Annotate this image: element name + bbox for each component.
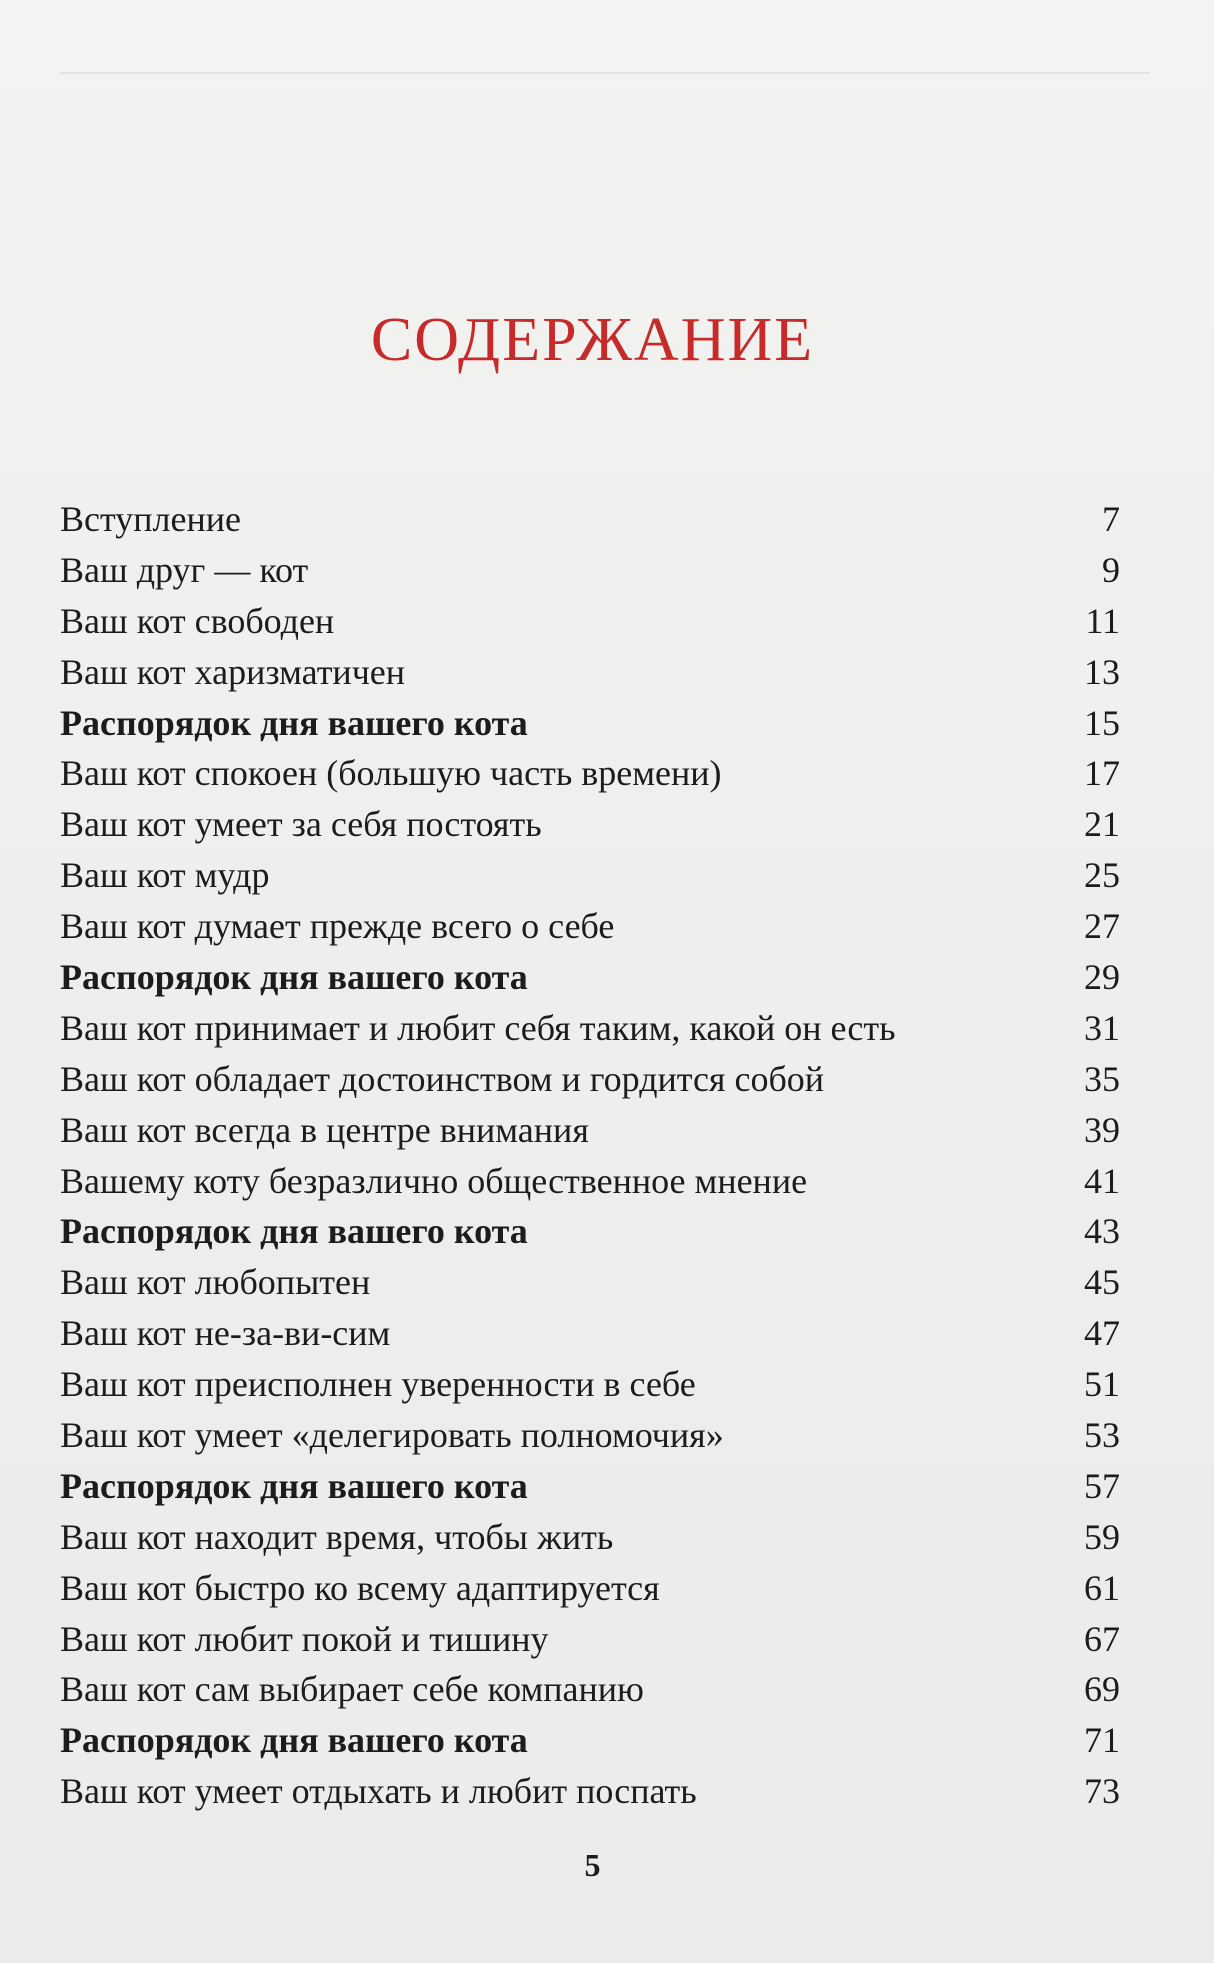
toc-entry-title: Вашему коту безразлично общественное мнение: [60, 1160, 808, 1201]
toc-entry: [60, 1410, 1120, 1461]
toc-entry-title: Ваш кот принимает и любит себя таким, какой он есть: [60, 1007, 896, 1048]
toc-entry-page: 9: [1102, 549, 1120, 590]
toc-entry-title: Ваш кот умеет отдыхать и любит поспать: [60, 1771, 697, 1812]
toc-entry: [60, 1054, 1120, 1105]
toc-entry: [60, 1766, 1120, 1817]
toc-entry: [60, 1664, 1120, 1715]
toc-entry: [60, 698, 1120, 749]
toc-entry: [60, 1715, 1120, 1766]
toc-entry: [60, 1308, 1120, 1359]
toc-entry-page: 17: [1084, 753, 1120, 794]
toc-entry-title: Ваш кот не-за-ви-сим: [60, 1313, 391, 1354]
toc-entry-page: 43: [1084, 1211, 1120, 1252]
toc-entry: [60, 596, 1120, 647]
header-rule: [60, 72, 1150, 74]
toc-entry: [60, 647, 1120, 698]
toc-entry-page: 53: [1084, 1415, 1120, 1456]
toc-entry: [60, 952, 1120, 1003]
toc-entry-page: 29: [1084, 957, 1120, 998]
toc-entry-page: 13: [1084, 651, 1120, 692]
page-number: 5: [584, 1847, 601, 1883]
toc-entry-page: 45: [1084, 1262, 1120, 1303]
toc-entry-page: 41: [1084, 1160, 1120, 1201]
toc-entry-page: 59: [1084, 1516, 1120, 1557]
toc-entry-page: 51: [1084, 1364, 1120, 1405]
toc-entry-title: Ваш друг — кот: [60, 549, 309, 590]
toc-entry-title: Ваш кот быстро ко всему адаптируется: [60, 1567, 660, 1608]
toc-entry: [60, 1206, 1120, 1257]
toc-entry-title: Ваш кот умеет за себя постоять: [60, 804, 542, 845]
toc-entry-page: 11: [1085, 600, 1120, 641]
toc-entry-page: 27: [1084, 906, 1120, 947]
toc-entry-page: 67: [1084, 1618, 1120, 1659]
toc-entry-page: 25: [1084, 855, 1120, 896]
toc-entry-title: Ваш кот спокоен (большую часть времени): [60, 753, 722, 794]
toc-entry-page: 69: [1084, 1669, 1120, 1710]
toc-entry: [60, 901, 1120, 952]
toc-entry-page: 57: [1084, 1465, 1120, 1506]
toc-entry: [60, 1359, 1120, 1410]
toc-entry-page: 73: [1084, 1771, 1120, 1812]
page-title: СОДЕРЖАНИЕ: [370, 305, 815, 374]
toc-entry: [60, 1003, 1120, 1054]
toc-entry-title: Ваш кот преисполнен уверенности в себе: [60, 1364, 696, 1405]
toc-entry-title: Ваш кот обладает достоинством и гордится собой: [60, 1058, 825, 1099]
toc-entry-page: 39: [1084, 1109, 1120, 1150]
toc-entry-page: 71: [1084, 1720, 1120, 1761]
toc-entry-page: 47: [1084, 1313, 1120, 1354]
toc-entry-page: 61: [1084, 1567, 1120, 1608]
toc-entry: [60, 1156, 1120, 1207]
toc-entry: [60, 799, 1120, 850]
toc-entry-page: 35: [1084, 1058, 1120, 1099]
toc-entry-page: 21: [1084, 804, 1120, 845]
toc-entry: [60, 850, 1120, 901]
toc-entry-title: Ваш кот любит покой и тишину: [60, 1618, 549, 1659]
toc-entry-title: Ваш кот свободен: [60, 600, 335, 641]
table-of-contents: [60, 494, 1120, 1817]
toc-entry: [60, 1257, 1120, 1308]
toc-entry-title: Ваш кот сам выбирает себе компанию: [60, 1669, 644, 1710]
toc-entry-title: Распорядок дня вашего кота: [60, 1465, 528, 1506]
toc-entry-title: Ваш кот харизматичен: [60, 651, 406, 692]
toc-entry-title: Ваш кот мудр: [60, 855, 270, 896]
toc-entry: [60, 494, 1120, 545]
toc-entry: [60, 1461, 1120, 1512]
toc-entry: [60, 748, 1120, 799]
toc-entry-title: Распорядок дня вашего кота: [60, 1211, 528, 1252]
toc-entry-title: Ваш кот умеет «делегировать полномочия»: [60, 1415, 724, 1456]
toc-entry-title: Ваш кот думает прежде всего о себе: [60, 906, 615, 947]
toc-entry-title: Ваш кот любопытен: [60, 1262, 371, 1303]
toc-entry-title: Ваш кот находит время, чтобы жить: [60, 1516, 614, 1557]
toc-entry-title: Ваш кот всегда в центре внимания: [60, 1109, 589, 1150]
toc-entry-page: 15: [1084, 702, 1120, 743]
toc-entry-page: 7: [1102, 499, 1120, 539]
toc-entry: [60, 1563, 1120, 1614]
toc-entry-title: Распорядок дня вашего кота: [60, 957, 528, 998]
toc-entry-title: Распорядок дня вашего кота: [60, 1720, 528, 1761]
toc-entry-title: Распорядок дня вашего кота: [60, 702, 528, 743]
toc-entry: [60, 545, 1120, 596]
toc-entry: [60, 1105, 1120, 1156]
toc-entry: [60, 1512, 1120, 1563]
toc-entry: [60, 1614, 1120, 1665]
toc-entry-page: 31: [1084, 1007, 1120, 1048]
toc-entry-title: Вступление: [60, 499, 241, 539]
